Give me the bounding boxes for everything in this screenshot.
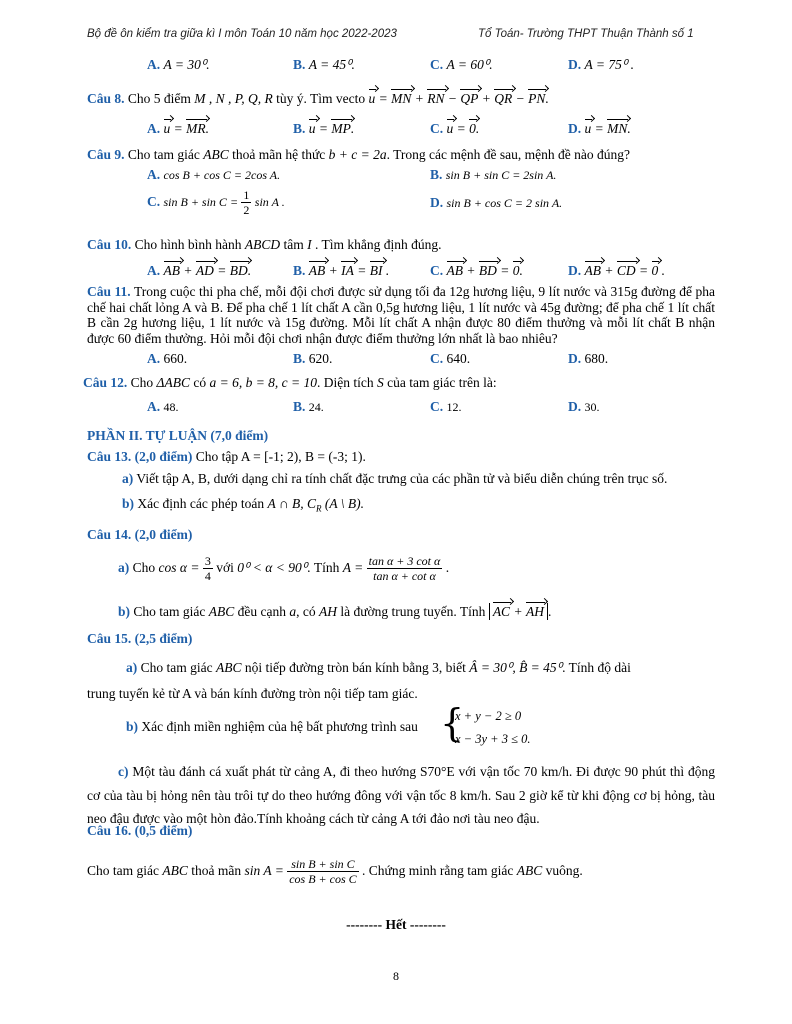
q7-option-b: B. A = 45⁰. [293,57,355,72]
header-left: Bộ đề ôn kiểm tra giữa kì I môn Toán 10 năm học 2022-2023 [87,28,397,40]
header-right: Tổ Toán- Trường THPT Thuận Thành số 1 [478,28,694,40]
q16-title: Câu 16. (0,5 điểm) [87,823,193,838]
q11-stem: Câu 11. Trong cuộc thi pha chế, mỗi đội chơi được sử dụng tối đa 12g hương liệu, 9 lít nước và 315g đường để pha chế hai chất lỏng A và B. Để pha chế 1 lít chất A cần 0,5g hương liệu, 1 lít nước và 45g đường; để pha chế 1 lít chất B cần 2g hương liệu, 1 lít nước và 15g đường. Mỗi lít chất A nhận được 80 điểm thưởng và mỗi lít chất B nhận được 60 điểm thưởng. Hỏi mỗi đội chơi nhận được điểm thưởng lớn nhất là bao nhiêu? [87,284,715,346]
q10-option-d: D. AB + CD = 0 . [568,263,666,278]
q12-option-b: B. 24. [293,399,324,414]
q12-option-d: D. 30. [568,399,600,414]
q8-stem: Câu 8. Cho 5 điểm M , N , P, Q, R tùy ý. Tìm vecto u = MN + RN − QP + QR − PN. [87,91,549,106]
q10-option-b: B. AB + IA = BI . [293,263,390,278]
q8-option-d: D. u = MN. [568,121,631,136]
q9-option-b: B. sin B + sin C = 2sin A. [430,167,557,182]
q14-part-a: a) Cho cos α = $\frac{3}{4}$ với 0⁰ < α < 90⁰. Tính A = $\frac{\text{tan α + 3 cot α}}{\text{tan α + cot α}}$ . [118,554,450,584]
q7-option-a: A. A = 30⁰. [147,57,210,72]
q8-option-a: A. u = MR. [147,121,209,136]
q8-option-b: B. u = MP. [293,121,355,136]
q14-title: Câu 14. (2,0 điểm) [87,527,193,542]
q11-option-b: B. 620. [293,351,333,366]
q13-stem: Câu 13. (2,0 điểm) Cho tập A = [-1; 2), B = (-3; 1). [87,449,366,464]
q9-option-a: A. cos B + cos C = 2cos A. [147,167,281,182]
q9-option-d: D. sin B + cos C = 2 sin A. [430,195,563,210]
q15-part-a: a) Cho tam giác ABC nội tiếp đường tròn bán kính bằng 3, biết Â = 30⁰, B̂ = 45⁰. Tính độ dài [126,660,631,675]
q15-inequality-2: x − 3y + 3 ≤ 0. [455,732,531,746]
q10-option-c: C. AB + BD = 0. [430,263,523,278]
q11-option-a: A. 660. [147,351,188,366]
q11-option-c: C. 640. [430,351,471,366]
q15-part-a-line2: trung tuyến kẻ từ A và bán kính đường tròn nội tiếp tam giác. [87,686,418,701]
q9-option-c: C. sin B + sin C = $\frac{1}{2}$ sin A . [147,188,285,218]
q12-option-a: A. 48. [147,399,179,414]
page-number: 8 [393,969,399,983]
system-brace: { [440,701,465,745]
part2-title: PHẦN II. TỰ LUẬN (7,0 điểm) [87,428,269,443]
q7-option-d: D. A = 75⁰ . [568,57,635,72]
q12-option-c: C. 12. [430,399,462,414]
q10-stem: Câu 10. Cho hình bình hành ABCD tâm I . Tìm khẳng định đúng. [87,237,442,252]
q15-inequality-1: x + y − 2 ≥ 0 [455,709,522,723]
q13-part-b: b) Xác định các phép toán A ∩ B, $C_R$ (A \ B). [122,496,364,514]
q13-part-a: a) Viết tập A, B, dưới dạng chỉ ra tính chất đặc trưng của các phần tử và biểu diễn chúng trên trục số. [122,471,668,486]
q16-stem: Cho tam giác ABC thoả mãn sin A = $\frac{\text{sin B + sin C}}{\text{cos B + cos C}}$ . Chứng minh rằng tam giác ABC vuông. [87,857,583,887]
q10-option-a: A. AB + AD = BD. [147,263,252,278]
q15-title: Câu 15. (2,5 điểm) [87,631,193,646]
q9-stem: Câu 9. Cho tam giác ABC thoả mãn hệ thức b + c = 2a. Trong các mệnh đề sau, mệnh đề nào đúng? [87,147,630,162]
end-marker: -------- Hết -------- [346,917,446,932]
q8-option-c: C. u = 0. [430,121,480,136]
q15-part-c: c) Một tàu đánh cá xuất phát từ cảng A, đi theo hướng S70°E với vận tốc 70 km/h. Đi được 90 phút thì động cơ của tàu bị hỏng nên tàu trôi tự do theo hướng đông với vận tốc 8 km/h. Sau 2 giờ kể từ khi động cơ bị hỏng, tàu neo đậu được vào một hòn đảo.Tính khoảng cách từ cảng A tới đảo nơi tàu neo đậu. [87,764,716,826]
q7-option-c: C. A = 60⁰. [430,57,493,72]
q15-part-b: b) Xác định miền nghiệm của hệ bất phương trình sau [126,719,418,734]
q12-stem: Câu 12. Cho ΔABC có a = 6, b = 8, c = 10. Diện tích S của tam giác trên là: [83,375,497,390]
q11-option-d: D. 680. [568,351,609,366]
q14-part-b: b) Cho tam giác ABC đều cạnh a, có AH là đường trung tuyến. Tính AC + AH . [118,604,552,619]
